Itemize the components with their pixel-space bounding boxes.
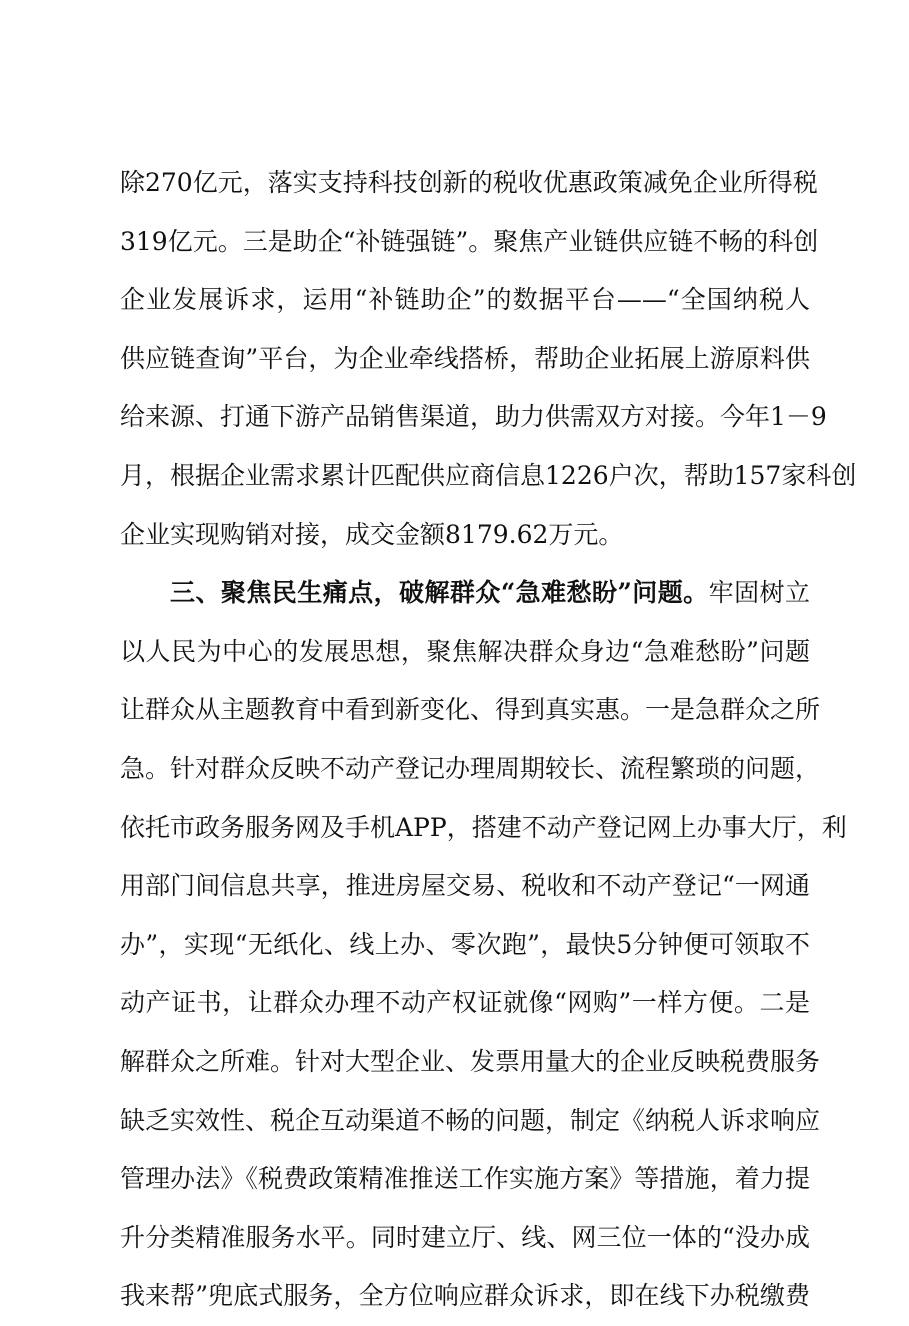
text-line: 企业发展诉求，运用“补链助企”的数据平台——“全国纳税人 xyxy=(120,285,810,315)
text-line: 除270亿元，落实支持科技创新的税收优惠政策减免企业所得税 xyxy=(120,168,818,197)
text-line: 我来帮”兜底式服务，全方位响应群众诉求，即在线下办税缴费 xyxy=(120,1281,810,1311)
text-line: 动产证书，让群众办理不动产权证就像“网购”一样方便。二是 xyxy=(120,988,810,1018)
text-line: 以人民为中心的发展思想，聚焦解决群众身边“急难愁盼”问题 xyxy=(120,636,810,666)
text-line: 办”，实现“无纸化、线上办、零次跑”，最快5分钟便可领取不 xyxy=(120,929,810,959)
text-line: 用部门间信息共享，推进房屋交易、税收和不动产登记“一网通 xyxy=(120,871,810,901)
text-line: 依托市政务服务网及手机APP，搭建不动产登记网上办事大厅，利 xyxy=(120,812,847,842)
text-line: 升分类精准服务水平。同时建立厅、线、网三位一体的“没办成 xyxy=(120,1222,810,1252)
section-first-line xyxy=(120,564,810,623)
text-line: 月，根据企业需求累计匹配供应商信息1226户次，帮助157家科创 xyxy=(120,460,857,490)
text-line: 缺乏实效性、税企互动渠道不畅的问题，制定《纳税人诉求响应 xyxy=(120,1105,821,1135)
text-line: 319亿元。三是助企“补链强链”。聚焦产业链供应链不畅的科创 xyxy=(120,226,819,256)
document-body xyxy=(120,154,857,1326)
text-line: 管理办法》《税费政策精准推送工作实施方案》等措施，着力提 xyxy=(120,1164,810,1194)
text-line: 供应链查询”平台，为企业牵线搭桥，帮助企业拓展上游原料供 xyxy=(120,343,810,373)
section-first-line-rest: 牢固树立 xyxy=(708,578,810,608)
text-line: 解群众之所难。针对大型企业、发票用量大的企业反映税费服务 xyxy=(120,1046,821,1076)
section-heading: 三、聚焦民生痛点，破解群众“急难愁盼”问题。 xyxy=(170,578,709,608)
text-line: 让群众从主题教育中看到新变化、得到真实惠。一是急群众之所 xyxy=(120,695,821,725)
text-line: 给来源、打通下游产品销售渠道，助力供需双方对接。今年1－9 xyxy=(120,402,827,432)
text-line: 急。针对群众反映不动产登记办理周期较长、流程繁琐的问题， xyxy=(120,753,821,783)
text-line: 企业实现购销对接，成交金额8179.62万元。 xyxy=(120,519,624,549)
